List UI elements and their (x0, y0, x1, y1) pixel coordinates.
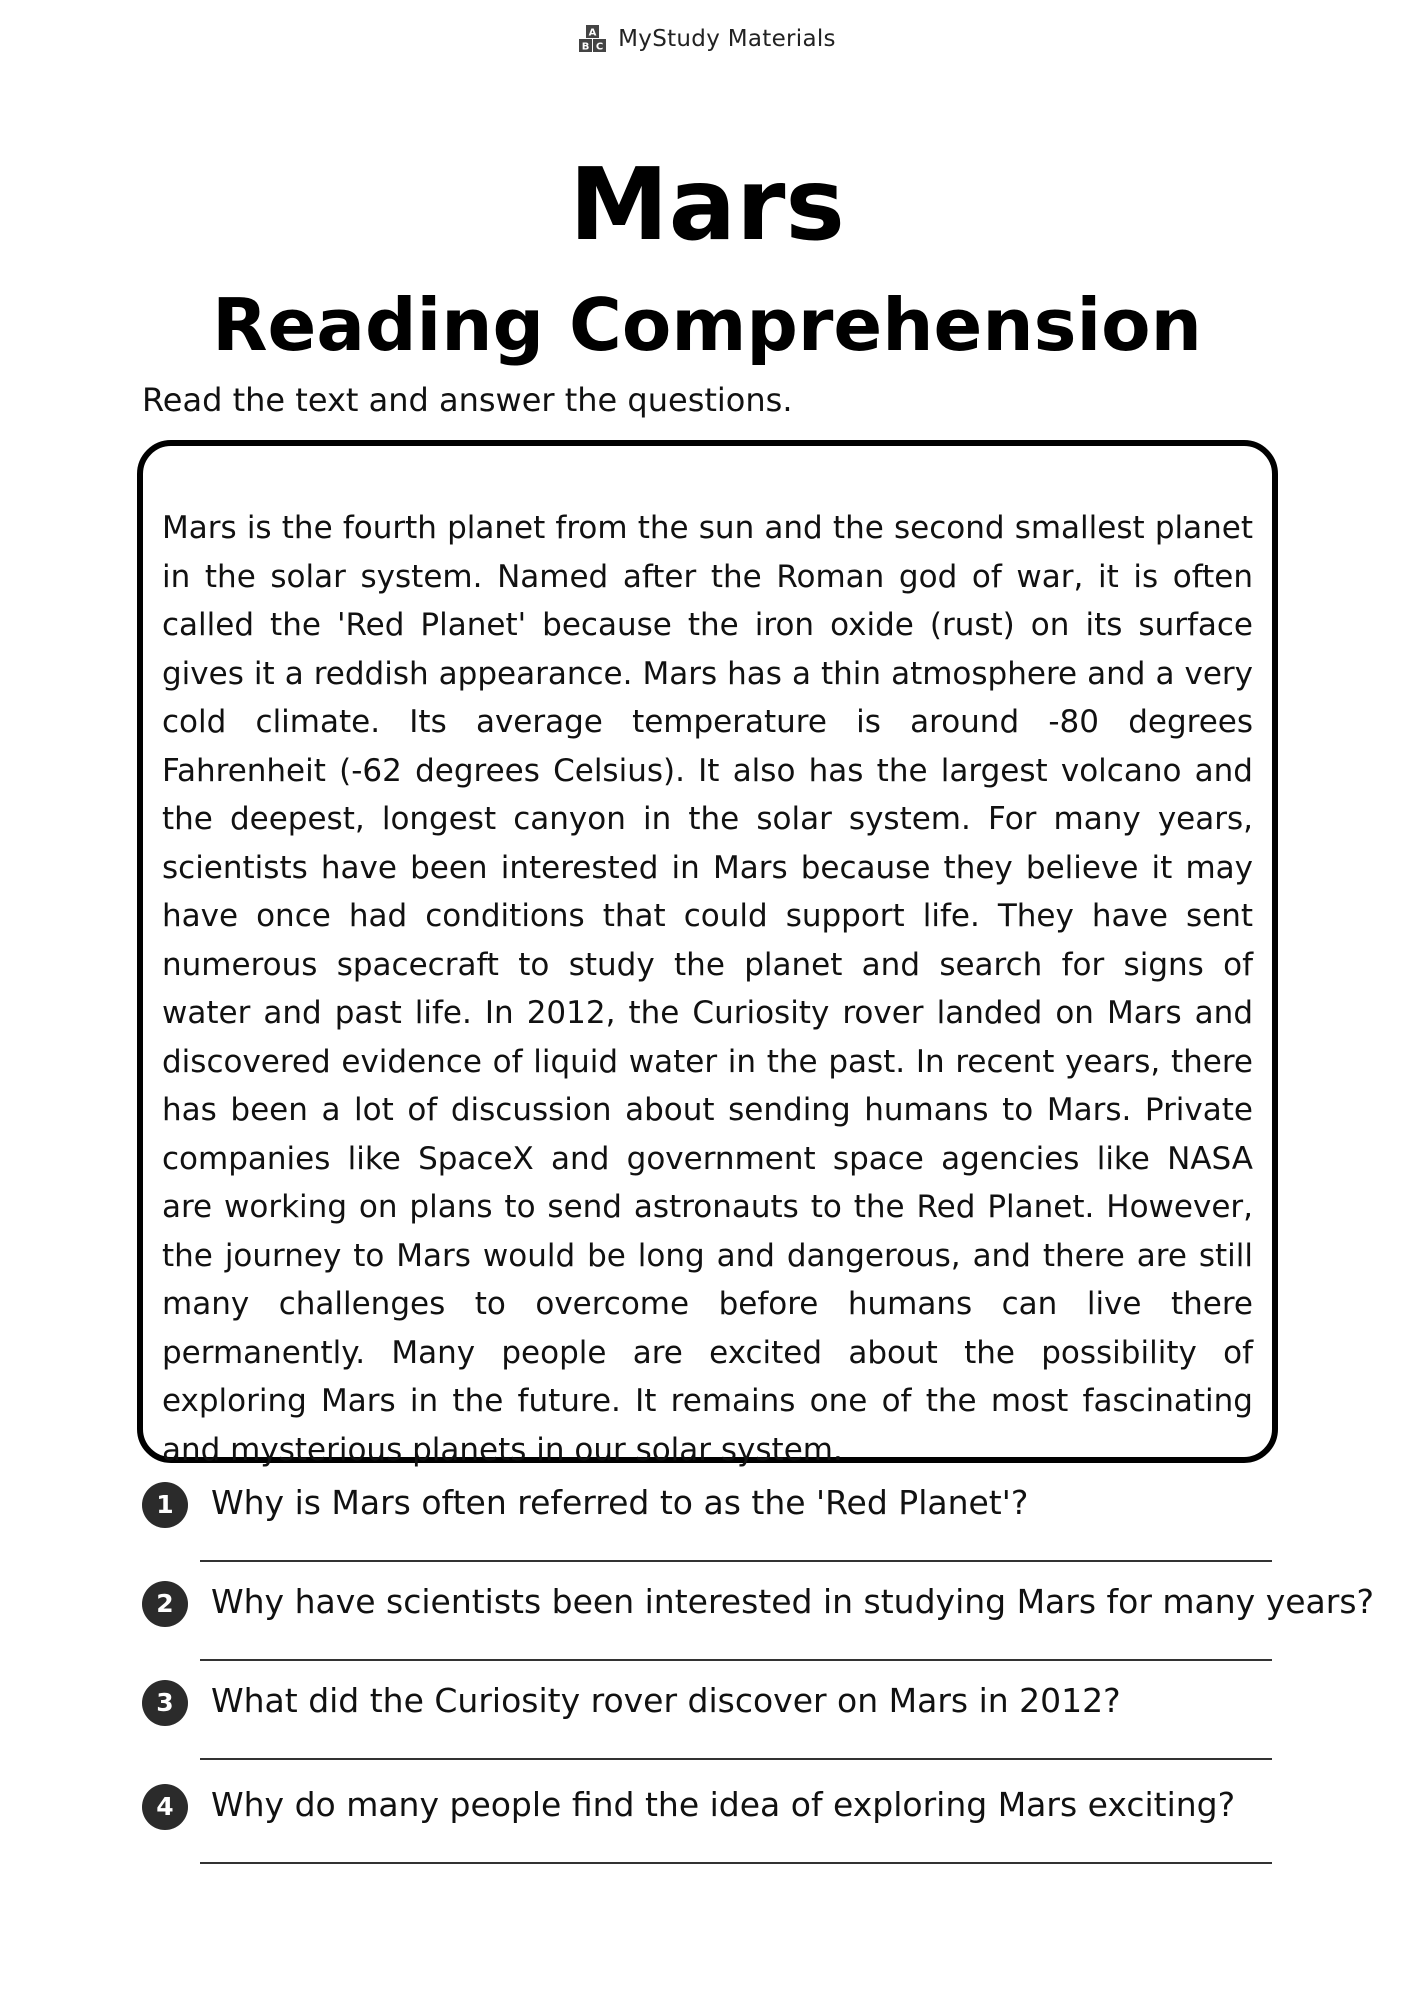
svg-text:A: A (588, 27, 597, 39)
page-subtitle: Reading Comprehension (212, 283, 1202, 367)
question-text: What did the Curiosity rover discover on Mars in 2012? (211, 1681, 1121, 1720)
reading-passage-box (137, 440, 1278, 1468)
abc-blocks-icon (578, 24, 608, 54)
reading-passage: Mars is the fourth planet from the sun and the second smallest planet in the solar system. Named after the Roman god of war, it is often called the 'Red Planet' because the iron oxide (rust) on its surface gives it a reddish appearance. Mars has a thin atmosphere and a very cold climate. Its average temperature is around -80 degrees Fahrenheit (-62 degrees Celsius). It also has the largest volcano and the deepest, longest canyon in the solar system. For many years, scientists have been interested in Mars because they believe it may have once had conditions that could support life. They have sent numerous spacecraft to study the planet and search for signs of water and past life. In 2012, the Curiosity rover landed on Mars and discovered evidence of liquid water in the past. In recent years, there has been a lot of discussion about sending humans to Mars. Private companies like SpaceX and government space agencies like NASA are working on plans to send astronauts to the Red Planet. However, the journey to Mars would be long and dangerous, and there are still many challenges to overcome before humans can live there permanently. Many people are excited about the possibility of exploring Mars in the future. It remains one of the most fascinating and mysterious planets in our solar system. (162, 510, 1253, 1468)
question-text: Why is Mars often referred to as the 'Red Planet'? (211, 1483, 1029, 1522)
answer-line[interactable] (200, 1758, 1272, 1760)
brand-name: MyStudy Materials (618, 26, 836, 52)
answer-line[interactable] (200, 1560, 1272, 1562)
svg-text:C: C (595, 41, 604, 53)
question-number-badge: 3 (142, 1680, 188, 1726)
brand-header (0, 24, 1414, 54)
question-item-3 (142, 1676, 1278, 1772)
question-item-1 (142, 1478, 1278, 1574)
question-item-2 (142, 1577, 1375, 1673)
question-text: Why have scientists been interested in studying Mars for many years? (211, 1582, 1375, 1621)
svg-text:B: B (581, 41, 590, 53)
answer-line[interactable] (200, 1659, 1272, 1661)
instruction-text: Read the text and answer the questions. (142, 381, 793, 419)
question-text: Why do many people find the idea of exploring Mars exciting? (211, 1785, 1236, 1824)
page-title: Mars (569, 146, 845, 263)
question-number-badge: 2 (142, 1581, 188, 1627)
question-number-badge: 1 (142, 1482, 188, 1528)
question-item-4 (142, 1780, 1278, 1876)
answer-line[interactable] (200, 1862, 1272, 1864)
question-number-badge: 4 (142, 1784, 188, 1830)
